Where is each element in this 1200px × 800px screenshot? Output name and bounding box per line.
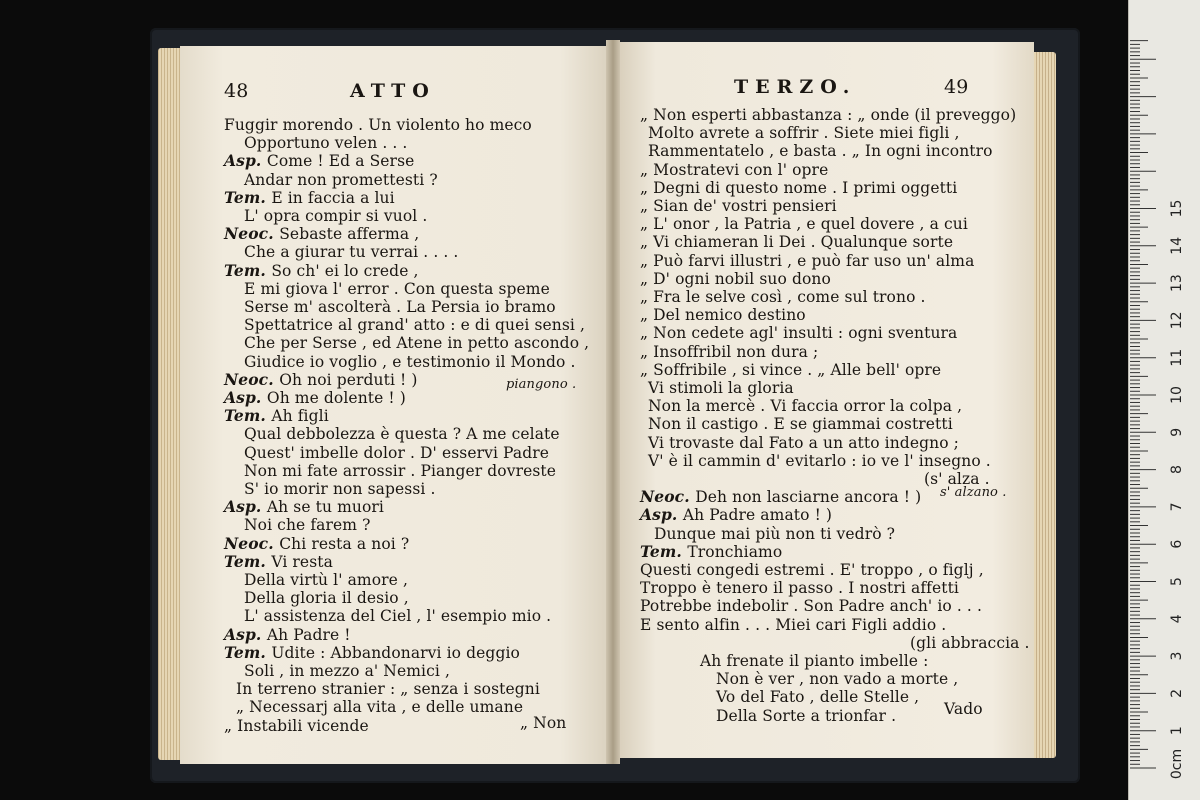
line-text: Tronchiamo [687, 542, 783, 561]
line-text: „ Insoffribil non dura ; [640, 342, 819, 361]
line-text: Molto avrete a soffrir . Siete miei figli , [648, 124, 960, 143]
text-line [640, 270, 831, 288]
line-text: E mi giova l' error . Con questa speme [244, 279, 550, 298]
running-header: TERZO. [734, 76, 857, 98]
line-text: Rammentatelo , e basta . „ In ogni incontro [648, 142, 993, 161]
ruler-label: 5 [1169, 577, 1185, 586]
text-line [244, 316, 585, 334]
text-line [648, 397, 962, 415]
text-line [224, 116, 532, 134]
line-text: „ Non cedete agl' insulti : ogni sventura [640, 324, 958, 343]
text-line [224, 644, 520, 662]
text-line [244, 280, 550, 298]
text-line [640, 233, 953, 251]
line-text: Che per Serse , ed Atene in petto ascondo , [244, 334, 590, 353]
text-line [640, 215, 968, 233]
line-text: Della Sorte a trionfar . [716, 706, 897, 725]
speaker-name: Tem. [224, 260, 272, 280]
catchword: Vado [944, 700, 983, 718]
line-text: Non il castigo . E se giammai costretti [648, 415, 953, 434]
text-line [640, 361, 941, 379]
ruler-label: 15 [1169, 199, 1185, 218]
line-text: „ Sian de' vostri pensieri [640, 197, 837, 215]
text-line [244, 571, 408, 589]
measurement-ruler [1128, 0, 1200, 800]
line-text: E sento alfin . . . Miei cari Figli addio . [640, 615, 947, 634]
text-line [910, 634, 1030, 652]
line-text: Andar non promettesti ? [244, 170, 438, 189]
text-line [244, 444, 549, 462]
line-text: Giudice io voglio , e testimonio il Mondo . [244, 352, 576, 371]
ruler-label: 8 [1169, 465, 1185, 475]
text-line [640, 616, 946, 634]
ruler-label: 6 [1169, 539, 1185, 549]
text-line [224, 498, 384, 516]
line-text: So ch' ei lo crede , [271, 261, 419, 280]
page-number: 49 [944, 76, 969, 98]
text-line [640, 324, 957, 342]
line-text: Deh non lasciarne ancora ! ) [695, 488, 922, 507]
line-text: V' è il cammin d' evitarlo : io ve l' insegno . [648, 451, 991, 470]
line-text: Della gloria il desio , [244, 589, 409, 608]
speaker-name: Asp. [224, 624, 267, 644]
speaker-name: Asp. [224, 497, 267, 517]
text-line [640, 543, 782, 561]
text-line [648, 142, 993, 160]
line-text: „ Vi chiameran li Dei . Qualunque sorte [640, 233, 954, 252]
text-line [244, 425, 560, 443]
speaker-name: Tem. [224, 406, 272, 426]
ruler-label: 12 [1169, 311, 1185, 330]
speaker-name: Asp. [640, 505, 683, 525]
speaker-name: Tem. [224, 187, 272, 207]
ruler-scale [1129, 0, 1200, 800]
line-text: Vo del Fato , delle Stelle , [716, 688, 920, 707]
speaker-name: Neoc. [224, 533, 280, 553]
speaker-name: Tem. [640, 541, 688, 561]
text-line [244, 607, 551, 625]
line-text: S' io morir non sapessi . [244, 480, 436, 498]
line-text: Vi trovaste dal Fato a un atto indegno ; [648, 433, 959, 452]
text-line [716, 670, 958, 688]
line-text: „ Fra le selve così , come sul trono . [640, 288, 926, 306]
text-line [244, 334, 589, 352]
line-text: Fuggir morendo . Un violento ho meco [224, 116, 532, 134]
text-line [640, 561, 984, 579]
ruler-label: 0cm [1169, 748, 1185, 780]
line-text: „ D' ogni nobil suo dono [640, 269, 831, 288]
text-line [224, 553, 333, 571]
text-line [244, 171, 438, 189]
ruler-label: 14 [1169, 236, 1185, 255]
ruler-label: 2 [1169, 688, 1185, 698]
line-text: Dunque mai più non ti vedrò ? [654, 524, 896, 543]
text-line [640, 343, 818, 361]
text-line [224, 389, 406, 407]
line-text: Soli , in mezzo a' Nemici , [244, 662, 450, 680]
line-text: L' opra compir si vuol . [244, 207, 428, 225]
text-line [236, 698, 523, 716]
text-line [648, 124, 960, 142]
line-text: Ah se tu muori [266, 498, 384, 517]
line-text: (s' alza . [924, 470, 990, 488]
text-line [716, 688, 919, 706]
book-gutter [606, 40, 620, 764]
line-text: Non la mercè . Vi faccia orror la colpa , [648, 397, 963, 416]
line-text: Opportuno velen . . . [244, 134, 408, 153]
line-text: Oh noi perduti ! ) [279, 370, 418, 389]
line-text: Potrebbe indebolir . Son Padre anch' io . . . [640, 597, 982, 616]
stage-direction: piangono . [506, 377, 577, 392]
text-line [244, 480, 436, 498]
ruler-label: 3 [1169, 651, 1185, 661]
text-line [648, 452, 991, 470]
text-line [654, 525, 895, 543]
line-text: Sebaste afferma , [279, 225, 420, 244]
speaker-name: Tem. [224, 642, 272, 662]
text-line [648, 434, 959, 452]
line-text: L' assistenza del Ciel , l' esempio mio . [244, 607, 552, 626]
line-text: Questi congedi estremi . E' troppo , o figlj , [640, 561, 984, 579]
line-text: „ Instabili vicende [224, 716, 369, 735]
line-text: Quest' imbelle dolor . D' esservi Padre [244, 443, 550, 462]
line-text: „ Soffribile , si vince . „ Alle bell' opre [640, 360, 942, 379]
line-text: Vi stimoli la gloria [648, 379, 794, 397]
line-text: „ Necessarj alla vita , e delle umane [236, 698, 524, 717]
line-text: Ah figli [271, 407, 329, 426]
line-text: Troppo è tenero il passo . I nostri affetti [640, 579, 959, 598]
text-line [640, 579, 959, 597]
line-text: Ah Padre ! [266, 625, 351, 644]
line-text: Vi resta [271, 552, 333, 571]
line-text: Non mi fate arrossir . Pianger dovreste [244, 461, 557, 480]
text-line [224, 371, 418, 389]
line-text: Della virtù l' amore , [244, 571, 408, 589]
speaker-name: Neoc. [640, 487, 696, 507]
speaker-name: Asp. [224, 388, 267, 407]
line-text: Serse m' ascolterà . La Persia io bramo [244, 298, 556, 316]
text-line [224, 626, 351, 644]
line-text: Ah Padre amato ! ) [682, 506, 833, 525]
line-text: E in faccia a lui [271, 188, 395, 207]
line-text: Non è ver , non vado a morte , [716, 670, 959, 689]
text-line [640, 197, 837, 215]
running-header: ATTO [350, 80, 436, 102]
page-number: 48 [224, 80, 249, 102]
text-line [244, 207, 427, 225]
text-line [224, 535, 409, 553]
speaker-name: Neoc. [224, 224, 280, 244]
text-line [244, 134, 407, 152]
text-line [224, 225, 419, 243]
speaker-name: Neoc. [224, 369, 280, 389]
line-text: Udite : Abbandonarvi io deggio [271, 643, 520, 662]
ruler-label: 11 [1169, 348, 1185, 367]
left-page [180, 46, 612, 764]
text-line [244, 516, 371, 534]
ruler-label: 10 [1169, 386, 1185, 404]
text-line [224, 717, 369, 735]
line-text: „ Degni di questo nome . I primi oggetti [640, 178, 958, 197]
line-text: (gli abbraccia . [910, 633, 1030, 652]
line-text: „ L' onor , la Patria , e quel dovere , a cui [640, 215, 968, 234]
line-text: Oh me dolente ! ) [266, 389, 406, 407]
text-line [244, 589, 409, 607]
text-line [640, 306, 806, 324]
text-line [648, 415, 953, 433]
line-text: „ Non esperti abbastanza : „ onde (il preveggo) [640, 106, 1017, 124]
text-line [648, 379, 794, 397]
right-page [614, 42, 1034, 758]
text-line [244, 243, 458, 261]
text-line [640, 161, 828, 179]
text-line [244, 353, 576, 371]
line-text: Chi resta a noi ? [279, 534, 410, 553]
text-line [244, 462, 556, 480]
line-text: Che a giurar tu verrai . . . . [244, 243, 459, 262]
text-line [640, 179, 957, 197]
text-line [640, 488, 921, 506]
text-line [640, 597, 982, 615]
ruler-label: 7 [1169, 502, 1185, 512]
text-line [640, 252, 974, 270]
line-text: „ Mostratevi con l' opre [640, 160, 829, 179]
stage-direction: s' alzano . [940, 485, 1007, 500]
text-line [640, 288, 926, 306]
ruler-label: 13 [1169, 274, 1185, 293]
ruler-label: 9 [1169, 427, 1185, 437]
text-line [236, 680, 540, 698]
text-line [700, 652, 928, 670]
text-line [224, 189, 395, 207]
line-text: Come ! Ed a Serse [266, 152, 415, 171]
ruler-label: 4 [1169, 614, 1185, 624]
line-text: „ Può farvi illustri , e può far uso un' alma [640, 251, 975, 270]
line-text: Noi che farem ? [244, 516, 371, 535]
text-line [224, 152, 414, 170]
line-text: Spettatrice al grand' atto : e di quei sensi , [244, 316, 586, 335]
line-text: Qual debbolezza è questa ? A me celate [244, 425, 560, 444]
line-text: Ah frenate il pianto imbelle : [700, 652, 929, 670]
ruler-label: 1 [1169, 726, 1185, 736]
text-line [224, 262, 419, 280]
catchword: „ Non [520, 714, 567, 732]
line-text: In terreno stranier : „ senza i sostegni [236, 680, 540, 699]
line-text: „ Del nemico destino [640, 306, 806, 325]
text-line [244, 298, 556, 316]
text-line [716, 707, 896, 725]
text-line [640, 106, 1016, 124]
text-line [640, 506, 832, 524]
speaker-name: Asp. [224, 151, 267, 171]
text-line [224, 407, 329, 425]
speaker-name: Tem. [224, 551, 272, 571]
text-line [244, 662, 450, 680]
